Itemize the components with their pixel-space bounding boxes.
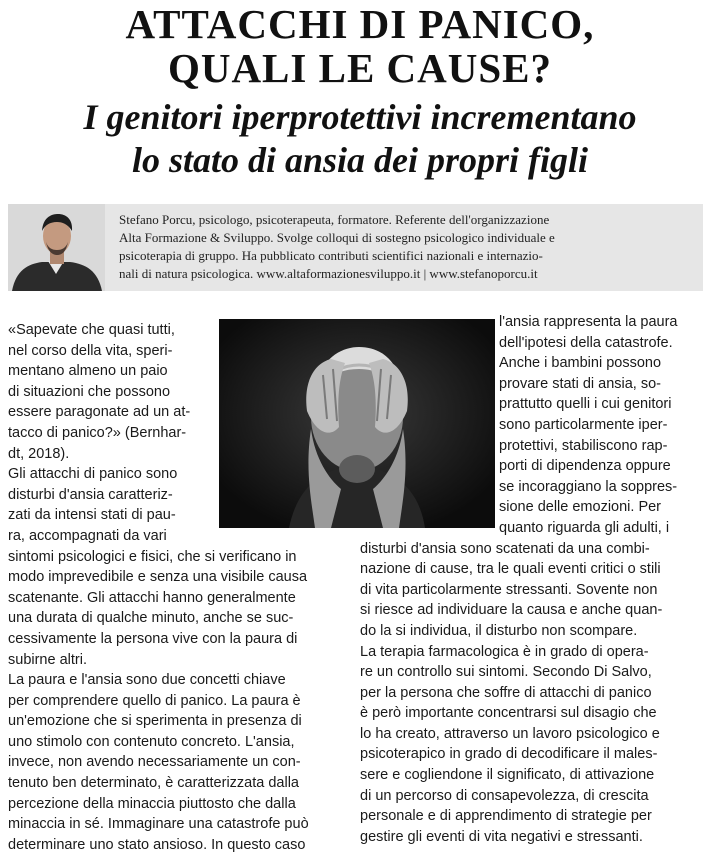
headline-line: QUALI LE CAUSE? [167, 45, 553, 91]
body-line: prattutto quelli i cui genitori [499, 396, 672, 413]
body-line: una durata di qualche minuto, anche se suc- [8, 610, 294, 627]
article-column-left [8, 320, 340, 855]
body-line: tenuto ben determinato, è caratterizzata dalla [8, 775, 299, 792]
body-line: subirne altri. [8, 651, 87, 668]
body-line: Anche i bambini possono [499, 355, 662, 372]
body-line: personale e di apprendimento di strategie per [360, 808, 652, 825]
body-line: zati da intensi stati di pau- [8, 507, 176, 524]
body-line: psicoterapico in grado di decodificare il males- [360, 746, 658, 763]
body-line: scatenante. Gli attacchi hanno generalmente [8, 589, 296, 606]
author-photo [8, 204, 105, 291]
body-line: re un controllo sui sintomi. Secondo Di Salvo, [360, 664, 652, 681]
author-portrait-illustration [8, 204, 105, 291]
subheadline-line: I genitori iperprotettivi incrementano [83, 97, 637, 137]
headline [0, 2, 720, 90]
body-line: sono particolarmente iper- [499, 416, 668, 433]
body-line: La terapia farmacologica è in grado di opera- [360, 643, 649, 660]
body-line: modo imprevedibile e senza una visibile causa [8, 569, 308, 586]
body-line: «Sapevate che quasi tutti, [8, 322, 175, 338]
body-line: dell'ipotesi della catastrofe. [499, 334, 673, 351]
body-line: porti di dipendenza oppure [499, 458, 671, 475]
body-line: invece, non avendo necessariamente un con- [8, 754, 301, 771]
body-line: disturbi d'ansia sono scatenati da una combi- [360, 540, 650, 557]
body-line: per la persona che soffre di attacchi di panico [360, 684, 652, 701]
body-line: Gli attacchi di panico sono [8, 466, 178, 483]
body-line: se incoraggiano la soppres- [499, 478, 678, 495]
body-line: disturbi d'ansia caratteriz- [8, 486, 173, 503]
author-bio-line: psicoterapia di gruppo. Ha pubblicato contributi scientifici nazionali e internazio- [119, 248, 543, 263]
body-line: La paura e l'ansia sono due concetti chiave [8, 672, 286, 689]
body-line: uno stimolo con contenuto concreto. L'ansia, [8, 733, 295, 750]
author-bio-line: Stefano Porcu, psicologo, psicoterapeuta, formatore. Referente dell'organizzazione [119, 212, 550, 227]
body-line: mentano almeno un paio [8, 363, 168, 380]
author-bio-line: Alta Formazione & Sviluppo. Svolge colloqui di sostegno psicologico individuale e [119, 230, 555, 245]
body-line: si riesce ad individuare la causa e anche quan- [360, 602, 663, 619]
body-line: essere paragonate ad un at- [8, 404, 191, 421]
subheadline-line: lo stato di ansia dei propri figli [131, 140, 589, 180]
body-line: sione delle emozioni. Per [499, 499, 662, 516]
body-line: percezione della minaccia piuttosto che dalla [8, 795, 296, 812]
body-line: nel corso della vita, speri- [8, 342, 173, 359]
body-line: gestire gli eventi di vita negativi e stressanti. [360, 828, 643, 845]
body-line: minaccia in sé. Immaginare una catastrofe può [8, 816, 309, 833]
body-line: sintomi psicologici e fisici, che si verificano in [8, 548, 297, 565]
body-line: ra, accompagnati da vari [8, 527, 167, 544]
subheadline [0, 96, 720, 182]
body-line: l'ansia rappresenta la paura [499, 314, 678, 330]
headline-line: ATTACCHI DI PANICO, [125, 1, 595, 47]
body-line: do la si individua, il disturbo non scompare. [360, 622, 638, 639]
body-line: di situazioni che possono [8, 383, 171, 400]
author-bio-line: nali di natura psicologica. www.altaformazionesviluppo.it | www.stefanoporcu.it [119, 266, 538, 281]
body-line: dt, 2018). [8, 445, 70, 462]
body-line: quanto riguarda gli adulti, i [499, 519, 670, 536]
article-column-right [360, 312, 700, 847]
body-line: cessivamente la persona vive con la paura di [8, 630, 298, 647]
body-line: è però importante concentrarsi sul disagio che [360, 705, 657, 722]
body-line: sere e cogliendone il significato, di attivazione [360, 767, 655, 784]
author-box [8, 204, 703, 291]
body-line: per comprendere quello di panico. La paura è [8, 692, 301, 709]
author-bio [119, 211, 699, 283]
body-line: di vita particolarmente stressanti. Sovente non [360, 581, 658, 598]
body-line: determinare uno stato ansioso. In questo caso [8, 836, 306, 853]
body-line: di un percorso di consapevolezza, di crescita [360, 787, 649, 804]
body-line: protettivi, stabiliscono rap- [499, 437, 668, 454]
body-line: tacco di panico?» (Bernhar- [8, 424, 187, 441]
body-line: un'emozione che si sperimenta in presenza di [8, 713, 302, 730]
body-line: nazione di cause, tra le quali eventi critici o stili [360, 561, 661, 578]
body-line: lo ha creato, attraverso un lavoro psicologico e [360, 725, 660, 742]
body-line: provare stati di ansia, so- [499, 375, 661, 392]
